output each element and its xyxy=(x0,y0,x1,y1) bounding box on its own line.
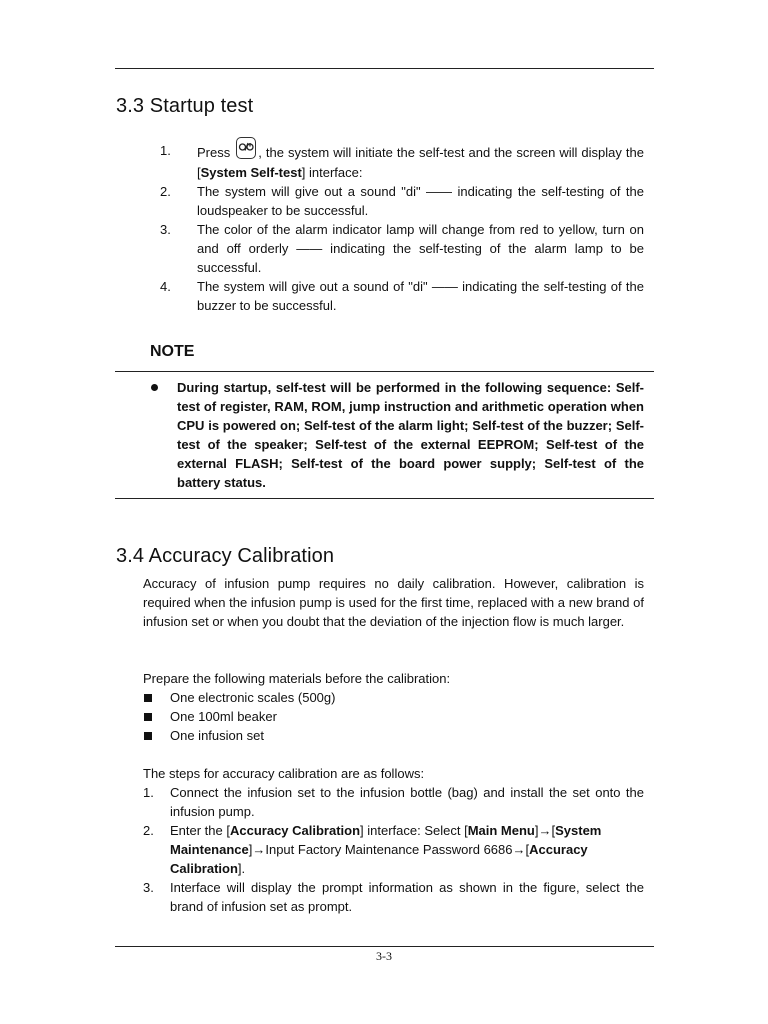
list-item: The system will give out a sound "di" —— indicating the self-testing of the loudspeaker to be successful. xyxy=(197,184,644,218)
header-rule xyxy=(115,68,654,69)
step-number: 3. xyxy=(143,880,154,895)
square-bullet xyxy=(144,694,152,702)
square-bullet xyxy=(144,732,152,740)
page-number: 3-3 xyxy=(376,949,392,963)
square-bullet xyxy=(144,713,152,721)
list-item: Press , the system will initiate the self-test and the screen will display the [System Self-test] interface: xyxy=(197,141,644,182)
step-number: 3. xyxy=(160,222,171,237)
section-title-startup-test: 3.3 Startup test xyxy=(116,95,254,117)
step-number: 4. xyxy=(160,279,171,294)
intro-paragraph: Accuracy of infusion pump requires no daily calibration. However, calibration is required when the infusion pump is used for the first time, replaced with a new brand of infusion set or when you doubt that the deviation of the injection flow is much larger. xyxy=(143,576,644,629)
list-item: Connect the infusion set to the infusion bottle (bag) and install the set onto the infusion pump. xyxy=(170,785,644,819)
list-item: One infusion set xyxy=(170,728,264,743)
list-item: One 100ml beaker xyxy=(170,709,277,724)
list-item: The color of the alarm indicator lamp will change from red to yellow, turn on and off orderly —— indicating the self-testing of the alarm lamp to be successful. xyxy=(197,222,644,275)
power-button-icon xyxy=(236,137,256,159)
note-title: NOTE xyxy=(150,343,195,360)
step-number: 2. xyxy=(160,184,171,199)
list-item: Interface will display the prompt information as shown in the figure, select the brand of infusion set as prompt. xyxy=(170,880,644,914)
step-number: 1. xyxy=(160,143,171,158)
list-item: One electronic scales (500g) xyxy=(170,690,336,705)
note-bullet xyxy=(151,384,158,391)
note-text: During startup, self-test will be performed in the following sequence: Self-test of register, RAM, ROM, jump instruction and arithmetic operation when CPU is powered on; Self-test of the alarm light; Self-test of the buzzer; Self-test of the speaker; Self-test of the external EEPROM; Self-test of the external FLASH; Self-test of the board power supply; Self-test of the battery status. xyxy=(177,380,644,490)
footer-rule xyxy=(115,946,654,947)
materials-lead: Prepare the following materials before the calibration: xyxy=(143,671,451,686)
section-title-accuracy-calibration: 3.4 Accuracy Calibration xyxy=(116,545,335,567)
step-number: 1. xyxy=(143,785,154,800)
step-number: 2. xyxy=(143,823,154,838)
steps-lead: The steps for accuracy calibration are as follows: xyxy=(143,766,425,781)
note-top-rule xyxy=(115,371,654,372)
list-item: Enter the [Accuracy Calibration] interface: Select [Main Menu]→[System Maintenance]→Input Factory Maintenance Password 6686→[Accuracy Calibration]. xyxy=(170,823,602,876)
list-item: The system will give out a sound of "di" —— indicating the self-testing of the buzzer to be successful. xyxy=(197,279,644,313)
note-bottom-rule xyxy=(115,498,654,499)
